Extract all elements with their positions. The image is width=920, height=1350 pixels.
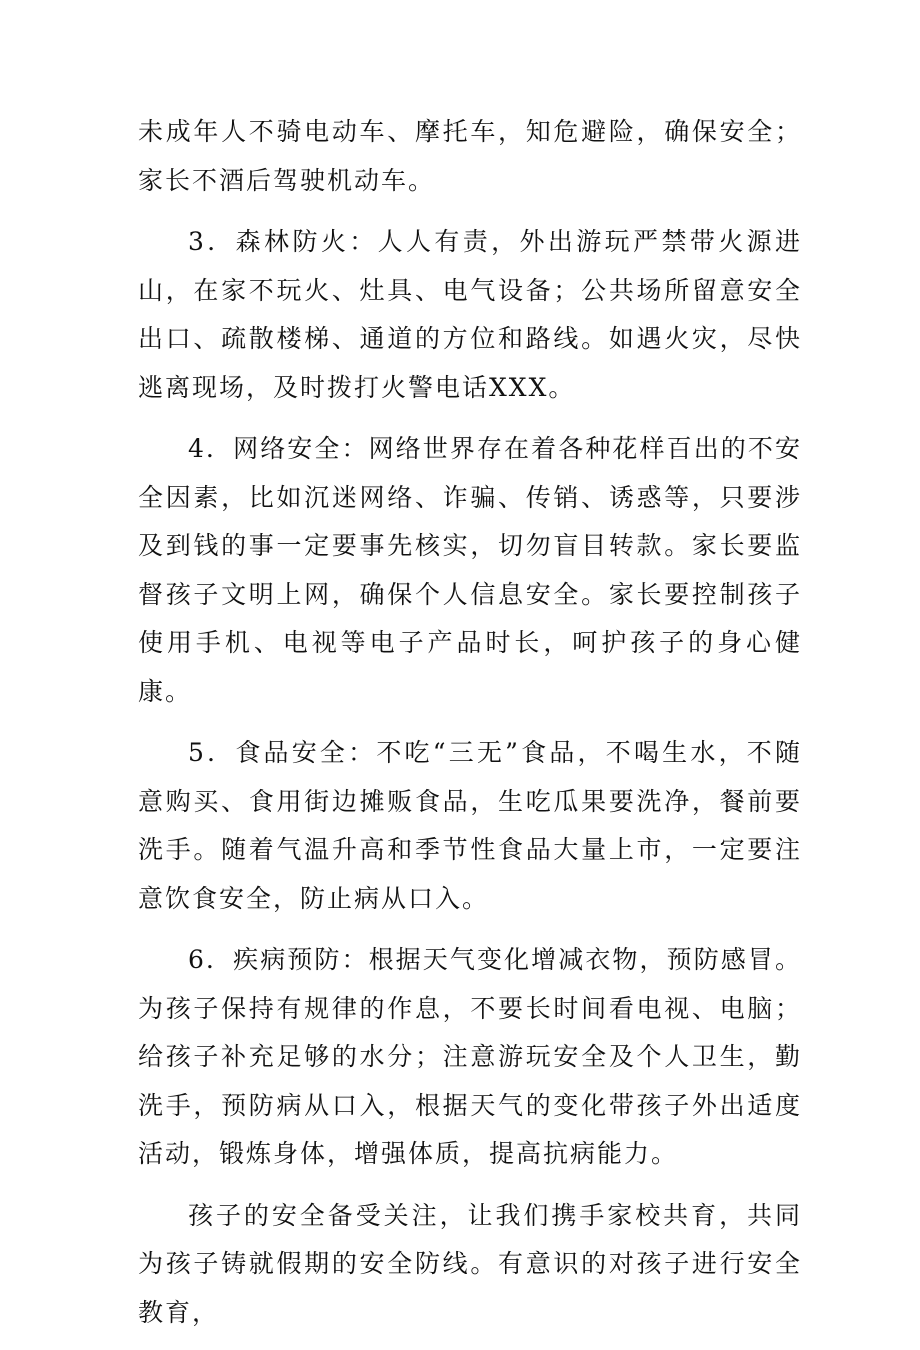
document-page xyxy=(138,108,802,1350)
paragraph-closing: 孩子的安全备受关注，让我们携手家校共育，共同为孩子铸就假期的安全防线。有意识的对孩子进行安全教育， xyxy=(138,1200,802,1327)
paragraph-network-safety: 4．网络安全：网络世界存在着各种花样百出的不安全因素，比如沉迷网络、诈骗、传销、诱惑等，只要涉及到钱的事一定要事先核实，切勿盲目转款。家长要监督孩子文明上网，确保个人信息安全。家长要控制孩子使用手机、电视等电子产品时长，呵护孩子的身心健康。 xyxy=(138,434,802,706)
paragraph-traffic-continued: 未成年人不骑电动车、摩托车，知危避险，确保安全；家长不酒后驾驶机动车。 xyxy=(138,117,802,195)
paragraph-disease-prevention: 6．疾病预防：根据天气变化增减衣物，预防感冒。为孩子保持有规律的作息，不要长时间看电视、电脑；给孩子补充足够的水分；注意游玩安全及个人卫生，勤洗手，预防病从口入，根据天气的变化带孩子外出适度活动，锻炼身体，增强体质，提高抗病能力。 xyxy=(138,945,802,1168)
paragraph-food-safety: 5．食品安全：不吃“三无”食品，不喝生水，不随意购买、食用街边摊贩食品，生吃瓜果要洗净，餐前要洗手。随着气温升高和季节性食品大量上市，一定要注意饮食安全，防止病从口入。 xyxy=(138,738,802,913)
paragraph-fire-prevention: 3．森林防火：人人有责，外出游玩严禁带火源进山，在家不玩火、灶具、电气设备；公共场所留意安全出口、疏散楼梯、通道的方位和路线。如遇火灾，尽快逃离现场，及时拨打火警电话XXX。 xyxy=(138,227,802,402)
